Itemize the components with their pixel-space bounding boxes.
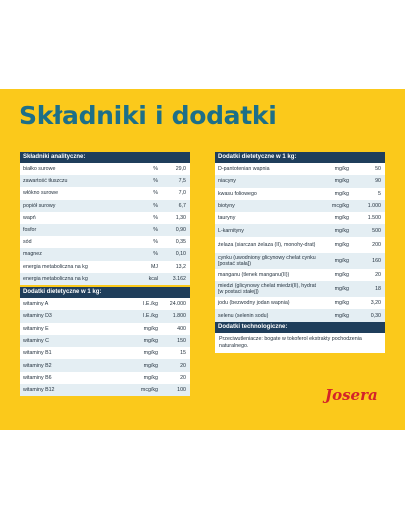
row-name: niacyny [218, 178, 236, 185]
dietetic-right-header: Dodatki dietetyczne w 1 kg: [215, 152, 385, 163]
table-row [20, 175, 190, 187]
analytical-header: Składniki analityczne: [20, 152, 190, 163]
row-name: włókno surowe [23, 190, 59, 197]
row-unit: % [153, 178, 158, 185]
row-unit: mg/kg [143, 350, 158, 357]
row-value: 20 [180, 374, 186, 381]
row-name: L-karnityny [218, 227, 244, 234]
row-value: 24.000 [169, 301, 186, 308]
table-row [215, 297, 385, 309]
row-value: 1.800 [172, 313, 186, 320]
row-value: 0,90 [175, 227, 186, 234]
row-value: 7,0 [178, 190, 186, 197]
table-row [20, 261, 190, 273]
row-name: witaminy C [23, 338, 49, 345]
row-value: 0,30 [370, 312, 381, 319]
row-name: żelaza (siarczan żelaza (II), monohy-drat) [218, 241, 316, 248]
table-row [215, 200, 385, 212]
row-name: witaminy A [23, 301, 49, 308]
dietetic-right-rows [215, 163, 385, 322]
row-name: magnez [23, 251, 42, 258]
row-value: 200 [372, 241, 381, 248]
row-name: białko surowe [23, 166, 56, 173]
row-name: jodu (bezwodny jodan wapnia) [218, 300, 290, 307]
row-name: sód [23, 239, 32, 246]
table-row [20, 200, 190, 212]
table-row [20, 298, 190, 310]
row-name: witaminy B6 [23, 374, 52, 381]
row-value: 1.500 [367, 215, 381, 222]
row-name: energia metaboliczna na kg [23, 263, 88, 270]
row-unit: I.E./kg [142, 301, 158, 308]
technological-header: Dodatki technologiczne: [215, 322, 385, 333]
row-value: 13,2 [175, 263, 186, 270]
row-name: kwasu foliowego [218, 190, 257, 197]
table-row [215, 163, 385, 175]
dietetic-right-table [215, 152, 385, 322]
row-unit: % [153, 251, 158, 258]
row-unit: mcg/kg [331, 203, 349, 210]
row-value: 1,30 [175, 214, 186, 221]
row-value: 500 [372, 227, 381, 234]
row-value: 1.000 [367, 203, 381, 210]
row-name: popiół surowy [23, 202, 56, 209]
row-value: 50 [375, 166, 381, 173]
table-row [20, 212, 190, 224]
row-value: 3.162 [172, 275, 186, 282]
table-row [20, 323, 190, 335]
table-row [215, 175, 385, 187]
table-row [20, 236, 190, 248]
josera-logo: Josera [325, 386, 378, 404]
row-unit: mg/kg [334, 215, 349, 222]
row-name: witaminy D3 [23, 313, 52, 320]
row-value: 160 [372, 257, 381, 264]
table-row [215, 253, 385, 269]
table-row [20, 248, 190, 260]
row-name: witaminy B1 [23, 350, 52, 357]
row-unit: mg/kg [143, 325, 158, 332]
row-value: 400 [177, 325, 186, 332]
table-row [20, 310, 190, 322]
row-value: 20 [375, 271, 381, 278]
table-row [215, 188, 385, 200]
row-unit: mg/kg [334, 178, 349, 185]
row-unit: mg/kg [334, 300, 349, 307]
table-row [215, 237, 385, 253]
row-name: zawartość tłuszczu [23, 178, 68, 185]
row-name: D-pantotenian wapnia [218, 166, 270, 173]
row-name: witaminy B12 [23, 387, 55, 394]
row-name: biotyny [218, 203, 235, 210]
row-value: 3,20 [370, 300, 381, 307]
row-unit: I.E./kg [142, 313, 158, 320]
analytical-table [20, 152, 190, 285]
table-row [20, 224, 190, 236]
table-row [215, 212, 385, 224]
table-row [20, 187, 190, 199]
table-row [215, 224, 385, 236]
row-unit: mcg/kg [140, 387, 158, 394]
row-unit: mg/kg [334, 257, 349, 264]
row-name: witaminy E [23, 325, 49, 332]
row-value: 100 [177, 387, 186, 394]
row-unit: mg/kg [334, 227, 349, 234]
row-unit: kcal [148, 275, 158, 282]
row-name: cynku (uwodniony glicynowy chelat cynku [postać stała]) [218, 254, 316, 267]
table-row [20, 335, 190, 347]
row-value: 5 [378, 190, 381, 197]
table-row [20, 347, 190, 359]
row-unit: mg/kg [334, 166, 349, 173]
row-name: witaminy B2 [23, 362, 52, 369]
dietetic-left-rows [20, 298, 190, 396]
row-unit: % [153, 227, 158, 234]
table-row [20, 163, 190, 175]
row-value: 0,35 [175, 239, 186, 246]
row-name: selenu (selenin sodu) [218, 312, 269, 319]
table-row [20, 359, 190, 371]
row-unit: mg/kg [143, 338, 158, 345]
table-row [215, 269, 385, 281]
row-value: 6,7 [178, 202, 186, 209]
row-unit: % [153, 166, 158, 173]
row-name: tauryny [218, 215, 236, 222]
row-value: 90 [375, 178, 381, 185]
row-name: miedzi (glicynowy chelat miedzi(II), hydrat [w postaci stałej]) [218, 283, 317, 296]
row-unit: mg/kg [334, 312, 349, 319]
dietetic-left-header: Dodatki dietetyczne w 1 kg: [20, 287, 190, 298]
row-name: fosfor [23, 227, 37, 234]
row-value: 7,5 [178, 178, 186, 185]
row-unit: mg/kg [143, 362, 158, 369]
row-name: wapń [23, 214, 36, 221]
row-unit: mg/kg [334, 271, 349, 278]
row-unit: % [153, 190, 158, 197]
row-name: energia metaboliczna na kg [23, 275, 88, 282]
row-value: 29,0 [175, 166, 186, 173]
technological-table [215, 322, 385, 353]
row-unit: MJ [150, 263, 158, 270]
row-value: 20 [180, 362, 186, 369]
table-row [20, 372, 190, 384]
row-unit: mg/kg [334, 241, 349, 248]
row-value: 0,10 [175, 251, 186, 258]
row-unit: mg/kg [143, 374, 158, 381]
table-row [215, 309, 385, 321]
row-value: 150 [177, 338, 186, 345]
table-row [20, 384, 190, 396]
analytical-rows [20, 163, 190, 285]
row-unit: mg/kg [334, 286, 349, 293]
row-unit: % [153, 202, 158, 209]
table-row [215, 281, 385, 297]
row-value: 15 [180, 350, 186, 357]
row-name: manganu (tlenek manganu(II)) [218, 271, 290, 278]
row-unit: mg/kg [334, 190, 349, 197]
page-title: Składniki i dodatki [19, 101, 277, 130]
technological-note: Przeciwutleniacze: bogate w tokoferol ekstrakty pochodzenia naturalnego. [215, 333, 385, 353]
row-value: 18 [375, 286, 381, 293]
table-row [20, 273, 190, 285]
row-unit: % [153, 214, 158, 221]
dietetic-left-table [20, 287, 190, 396]
row-unit: % [153, 239, 158, 246]
